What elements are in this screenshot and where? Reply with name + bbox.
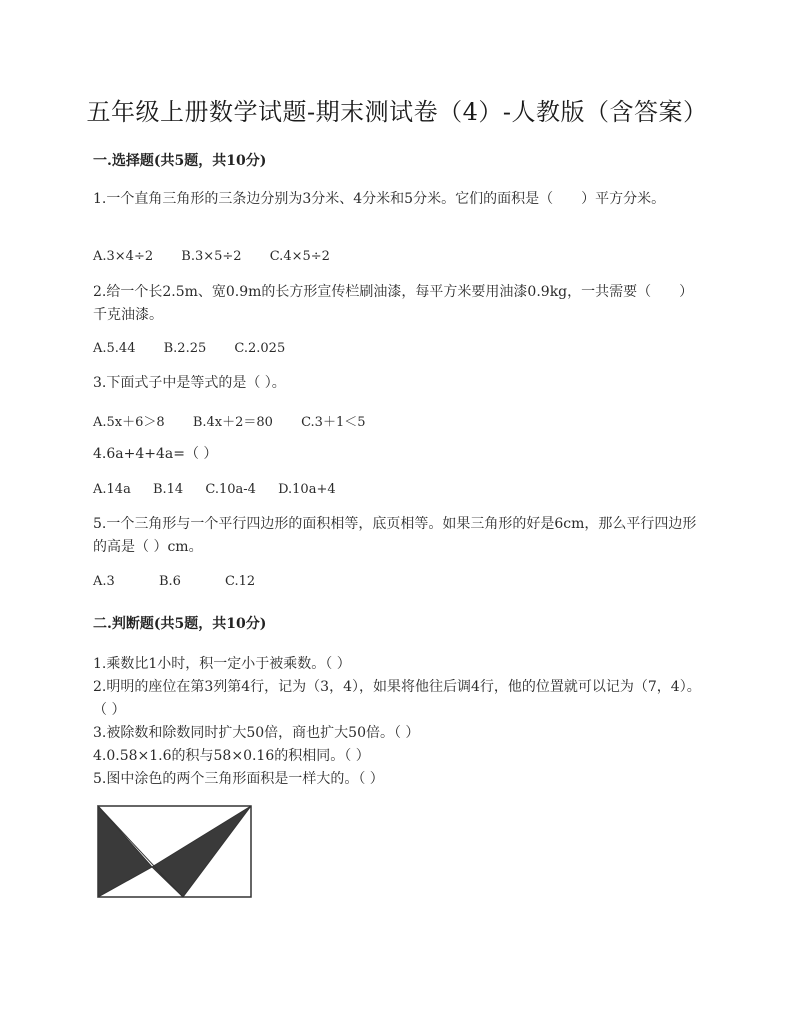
judgement-item-1: 1.乘数比1小时，积一定小于被乘数。（ ） xyxy=(93,656,351,672)
triangle-figure xyxy=(97,805,253,899)
option: D.10a+4 xyxy=(278,482,336,497)
section-heading-choice: 一.选择题(共5题，共10分) xyxy=(93,153,267,169)
option: A.14a xyxy=(93,482,131,497)
option: C.3＋1＜5 xyxy=(301,415,366,430)
question-4-options xyxy=(93,482,360,497)
judgement-item-4: 4.0.58×1.6的积与58×0.16的积相同。（ ） xyxy=(93,748,370,764)
question-5-options xyxy=(93,574,279,589)
option: B.6 xyxy=(158,574,181,589)
question-2: 2.给一个长2.5m、宽0.9m的长方形宣传栏刷油漆，每平方米要用油漆0.9kg，一共需要（ ）千克油漆。 xyxy=(93,284,694,323)
question-5: 5.一个三角形与一个平行四边形的面积相等，底页相等。如果三角形的好是6cm，那么平行四边形的高是（ ）cm。 xyxy=(93,516,697,555)
page-title: 五年级上册数学试题-期末测试卷（4）-人教版（含答案） xyxy=(86,98,708,126)
question-3-options xyxy=(93,411,390,430)
option: C.2.025 xyxy=(234,341,286,356)
question-4: 4.6a+4+4a=（ ） xyxy=(93,446,218,462)
option: A.3×4÷2 xyxy=(93,249,154,264)
judgement-item-2: 2.明明的座位在第3列第4行，记为（3，4），如果将他往后调4行，他的位置就可以记为（7，4）。（ ） xyxy=(93,679,701,718)
question-1: 1.一个直角三角形的三条边分别为3分米、4分米和5分米。它们的面积是（ ）平方分米。 xyxy=(93,191,666,207)
option: C.10a-4 xyxy=(205,482,256,497)
option: B.4x＋2＝80 xyxy=(192,415,273,430)
question-2-options xyxy=(93,341,309,356)
judgement-item-3: 3.被除数和除数同时扩大50倍，商也扩大50倍。（ ） xyxy=(93,725,420,741)
option: A.3 xyxy=(93,574,115,589)
option: B.3×5÷2 xyxy=(181,249,242,264)
option: B.2.25 xyxy=(163,341,207,356)
question-3: 3.下面式子中是等式的是（ ）。 xyxy=(93,375,286,391)
option: C.4×5÷2 xyxy=(269,249,330,264)
judgement-item-5: 5.图中涂色的两个三角形面积是一样大的。（ ） xyxy=(93,771,384,787)
option: B.14 xyxy=(152,482,184,497)
question-1-options xyxy=(93,249,354,264)
option: A.5.44 xyxy=(93,341,136,356)
option: A.5x＋6＞8 xyxy=(93,415,165,430)
option: C.12 xyxy=(225,574,256,589)
section-heading-judgement: 二.判断题(共5题，共10分) xyxy=(93,616,267,632)
